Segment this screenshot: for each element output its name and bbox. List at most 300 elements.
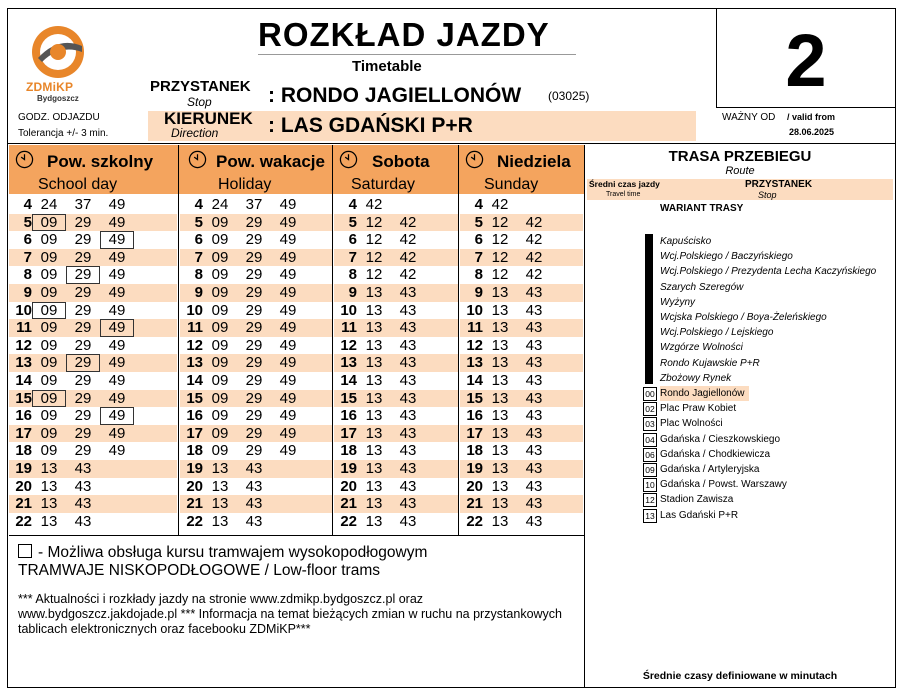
hour-cell: 21 [340,495,357,513]
route-next-stop: Las Gdański P+R [660,509,739,521]
minute-cell: 43 [525,319,543,337]
hour-cell: 18 [466,442,483,460]
timetable-row [334,302,458,320]
hour-cell: 22 [466,512,483,530]
hour-cell: 17 [186,424,203,442]
minute-cell: 42 [365,196,383,213]
timetable-row [9,249,177,267]
column-subheader-holiday: Holiday [218,176,272,193]
column-header-school-day: Pow. szkolny [47,152,154,171]
clock-icon [465,150,484,169]
hour-cell: 14 [186,372,203,389]
brand-name: ZDMiKP [26,80,74,94]
avg-time-label-en: Travel time [606,191,641,198]
timetable-row [460,495,583,513]
timetable-row [334,372,458,390]
column-divider [458,145,459,535]
minute-cell: 13 [491,372,509,389]
timetable-row [180,478,332,496]
minute-cell: 13 [365,301,383,319]
minute-cell: 29 [74,389,92,407]
hour-cell: 18 [15,442,32,460]
minute-cell: 49 [108,336,126,354]
minute-cell: 09 [211,284,229,301]
minute-cell: 13 [365,389,383,407]
minute-cell: 42 [525,213,543,231]
page-title: ROZKŁAD JAZDY [258,16,550,53]
timetable-row [9,284,177,302]
timetable-row [460,302,583,320]
minute-cell: 09 [32,390,66,408]
minute-cell: 49 [108,372,126,389]
timetable-row [460,407,583,425]
minute-cell: 43 [399,512,417,530]
minute-cell: 09 [211,319,229,337]
minute-cell: 49 [108,284,126,301]
route-travel-time: 06 [643,448,657,462]
direction-label: KIERUNEK [164,109,253,128]
route-stop-label-en: Stop [758,190,777,200]
hour-cell: 22 [340,512,357,530]
minute-cell: 37 [245,196,263,213]
minute-cell: 13 [40,495,58,513]
hour-cell: 22 [15,512,32,530]
minute-cell: 13 [491,336,509,354]
minute-cell: 42 [525,248,543,266]
minute-cell: 49 [108,354,126,372]
hour-cell: 15 [186,389,203,407]
minute-cell: 49 [108,424,126,442]
timetable-row [460,284,583,302]
route-next-stop: Stadion Zawisza [660,494,734,506]
timetable-row [460,249,583,267]
hour-cell: 6 [23,231,32,249]
hour-cell: 15 [340,389,357,407]
minute-cell: 09 [40,248,58,266]
hour-cell: 4 [23,196,32,213]
minute-cell: 29 [245,442,263,460]
timetable-row [180,319,332,337]
direction-label-en: Direction [171,126,219,140]
clock-icon [339,150,358,169]
hour-cell: 16 [186,407,203,425]
minute-cell: 13 [365,442,383,460]
route-previous-stop: Wcj.Polskiego / Prezydenta Lecha Kaczyńskiego [660,266,877,278]
minute-cell: 24 [211,196,229,213]
minute-cell: 42 [525,266,543,284]
legend [18,544,427,580]
minute-cell: 13 [365,424,383,442]
minute-cell: 13 [365,354,383,372]
timetable-row [460,196,583,214]
hour-cell: 6 [474,231,483,249]
page-subtitle: Timetable [352,58,422,75]
minute-cell: 49 [108,248,126,266]
route-previous-stop: Wcjska Polskiego / Boya-Żeleńskiego [660,312,827,323]
minute-cell: 42 [399,248,417,266]
minute-cell: 09 [32,214,66,232]
timetable-row [180,249,332,267]
hour-cell: 4 [474,196,483,213]
minute-cell: 29 [74,284,92,301]
hour-cell: 7 [474,248,483,266]
minute-cell: 13 [365,495,383,513]
hour-cell: 5 [348,213,357,231]
column-divider [178,145,179,535]
timetable-row [9,354,177,372]
hour-cell: 10 [15,301,32,319]
hour-cell: 19 [340,460,357,477]
timetable-row [9,390,177,408]
hour-cell: 15 [466,389,483,407]
minute-cell: 43 [245,512,263,530]
minute-cell: 29 [66,354,100,372]
minute-cell: 42 [525,231,543,249]
hour-cell: 9 [23,284,32,301]
hour-cell: 16 [340,407,357,425]
minute-cell: 29 [245,266,263,284]
grid-bottom-divider [9,535,584,536]
route-travel-time: 10 [643,478,657,492]
hour-cell: 20 [15,477,32,495]
minute-cell: 13 [491,407,509,425]
hour-cell: 13 [340,354,357,372]
minute-cell: 43 [245,477,263,495]
route-previous-stop: Rondo Kujawskie P+R [660,357,760,369]
minute-cell: 49 [279,284,297,301]
hour-cell: 18 [340,442,357,460]
column-header-saturday: Sobota [372,152,430,171]
timetable-row [334,196,458,214]
minute-cell: 43 [525,354,543,372]
minute-cell: 43 [525,460,543,477]
hour-cell: 4 [194,196,203,213]
hour-cell: 6 [194,231,203,249]
timetable-row [9,513,177,531]
minute-cell: 12 [365,231,383,249]
minute-cell: 29 [245,424,263,442]
hour-cell: 21 [15,495,32,513]
minute-cell: 09 [211,266,229,284]
valid-from-label-en: / valid from [787,112,836,122]
minute-cell: 24 [40,196,58,213]
timetable-row [180,196,332,214]
line-number: 2 [785,19,827,102]
zdmikp-logo-icon [30,24,86,80]
minute-cell: 09 [211,407,229,425]
route-travel-time: 09 [643,463,657,477]
minute-cell: 09 [40,407,58,425]
route-footer: Średnie czasy definiowane w minutach [642,670,838,682]
minute-cell: 37 [74,196,92,213]
minute-cell: 09 [40,231,58,249]
valid-from-label: WAŻNY OD [722,112,776,123]
minute-cell: 29 [74,319,92,337]
timetable-row [9,214,177,232]
minute-cell: 49 [279,319,297,337]
minute-cell: 13 [40,477,58,495]
route-current-stop: Rondo Jagiellonów [660,386,749,401]
timetable-row [180,231,332,249]
minute-cell: 12 [365,248,383,266]
route-next-stop: Plac Wolności [660,418,723,430]
minute-cell: 43 [399,319,417,337]
timetable-row [180,284,332,302]
route-previous-stop: Szarych Szeregów [660,281,744,293]
header-divider [7,143,896,144]
minute-cell: 13 [365,512,383,530]
previous-stops-bar [645,234,653,384]
timetable-row [334,266,458,284]
timetable-row [9,337,177,355]
route-panel-divider [584,145,585,688]
minute-cell: 13 [365,407,383,425]
hour-cell: 10 [340,301,357,319]
minute-cell: 29 [245,354,263,372]
column-subheader-sunday: Sunday [484,176,539,193]
route-previous-stop: Wcj.Polskiego / Lejskiego [660,327,774,339]
route-next-stop: Gdańska / Cieszkowskiego [660,433,781,445]
timetable-row [9,372,177,390]
minute-cell: 29 [66,266,100,284]
column-header-holiday: Pow. wakacje [216,152,325,171]
minute-cell: 43 [399,336,417,354]
minute-cell: 29 [245,372,263,389]
hour-cell: 11 [467,319,483,337]
minute-cell: 43 [525,336,543,354]
hour-cell: 12 [340,336,357,354]
hour-cell: 21 [466,495,483,513]
minute-cell: 42 [399,266,417,284]
hour-cell: 4 [348,196,357,213]
timetable-row [460,390,583,408]
timetable-row [460,337,583,355]
route-travel-time: 12 [643,493,657,507]
minute-cell: 09 [211,336,229,354]
minute-cell: 09 [211,248,229,266]
minute-cell: 12 [365,266,383,284]
hour-cell: 14 [340,372,357,389]
timetable-row [460,460,583,478]
timetable-row [334,513,458,531]
timetable-row [180,442,332,460]
hour-cell: 19 [15,460,32,477]
minute-cell: 49 [100,231,134,249]
minute-cell: 09 [211,231,229,249]
timetable-row [180,407,332,425]
hour-cell: 20 [466,477,483,495]
hour-cell: 8 [194,266,203,284]
timetable-row [334,284,458,302]
timetable-row [460,425,583,443]
minute-cell: 43 [525,495,543,513]
minute-cell: 49 [279,407,297,425]
minute-cell: 13 [491,354,509,372]
route-travel-time: 04 [643,433,657,447]
route-travel-time: 13 [643,509,657,523]
minute-cell: 13 [365,477,383,495]
hour-cell: 17 [466,424,483,442]
minute-cell: 43 [525,407,543,425]
hour-cell: 12 [15,336,32,354]
hour-cell: 19 [466,460,483,477]
timetable-row [180,495,332,513]
hour-cell: 17 [340,424,357,442]
minute-cell: 13 [491,477,509,495]
hour-cell: 20 [340,477,357,495]
minute-cell: 13 [491,512,509,530]
hour-cell: 9 [474,284,483,301]
minute-cell: 13 [491,442,509,460]
minute-cell: 49 [279,442,297,460]
minute-cell: 13 [491,284,509,301]
timetable-row [460,319,583,337]
timetable-row [9,302,177,320]
minute-cell: 13 [365,336,383,354]
timetable-grid [9,194,584,534]
timetable-row [460,478,583,496]
minute-cell: 43 [525,284,543,301]
hour-cell: 10 [186,301,203,319]
route-previous-stop: Kapuścisko [660,236,712,247]
timetable-row [9,425,177,443]
hour-cell: 21 [186,495,203,513]
timetable-row [180,390,332,408]
stop-name: : RONDO JAGIELLONÓW [268,84,522,107]
minute-cell: 13 [211,477,229,495]
timetable-row [9,407,177,425]
minute-cell: 13 [365,460,383,477]
hour-cell: 12 [466,336,483,354]
route-variant-label: WARIANT TRASY [660,203,744,214]
timetable-row [9,442,177,460]
minute-cell: 43 [245,460,263,477]
minute-cell: 43 [525,477,543,495]
minute-cell: 49 [108,442,126,460]
minute-cell: 29 [74,336,92,354]
minute-cell: 43 [399,477,417,495]
minute-cell: 43 [245,495,263,513]
timetable-row [334,495,458,513]
minute-cell: 43 [525,389,543,407]
timetable-row [180,372,332,390]
minute-cell: 49 [108,213,126,231]
minute-cell: 29 [245,336,263,354]
minute-cell: 42 [399,213,417,231]
minute-cell: 49 [100,407,134,425]
minute-cell: 49 [279,424,297,442]
legend-line-1: - Możliwa obsługa kursu tramwajem wysokopodłogowym [38,544,428,561]
minute-cell: 43 [399,301,417,319]
hour-cell: 16 [466,407,483,425]
minute-cell: 09 [211,301,229,319]
route-travel-time: 00 [643,387,657,401]
hour-cell: 19 [186,460,203,477]
minute-cell: 42 [399,231,417,249]
minute-cell: 29 [74,424,92,442]
timetable-row [334,460,458,478]
minute-cell: 49 [108,266,126,284]
timetable-row [9,231,177,249]
minute-cell: 09 [211,424,229,442]
title-divider [258,54,576,55]
minute-cell: 43 [399,354,417,372]
minute-cell: 09 [40,266,58,284]
hour-cell: 13 [466,354,483,372]
minute-cell: 43 [399,284,417,301]
timetable-row [460,354,583,372]
minute-cell: 49 [279,196,297,213]
minute-cell: 09 [40,442,58,460]
timetable-row [334,390,458,408]
route-next-stop: Gdańska / Powst. Warszawy [660,479,787,491]
legend-line-2: TRAMWAJE NISKOPODŁOGOWE / Low-floor trams [18,562,381,579]
minute-cell: 13 [491,319,509,337]
minute-cell: 49 [108,389,126,407]
minute-cell: 29 [245,248,263,266]
hour-cell: 7 [23,248,32,266]
hour-cell: 14 [466,372,483,389]
minute-cell: 43 [399,495,417,513]
hour-cell: 17 [15,424,32,442]
timetable-row [9,196,177,214]
hour-cell: 20 [186,477,203,495]
clock-icon [15,150,34,169]
info-note: *** Aktualności i rozkłady jazdy na stronie www.zdmikp.bydgoszcz.pl oraz www.bydgoszcz.jakdojade.pl *** Informacja na temat bieżących zmian w ruchu na przystankowych tablicach elektronicznych oraz facebooku ZDMiKP*** [18,592,563,636]
minute-cell: 09 [40,284,58,301]
minute-cell: 49 [279,372,297,389]
minute-cell: 13 [40,512,58,530]
minute-cell: 09 [211,354,229,372]
minute-cell: 13 [365,372,383,389]
minute-cell: 43 [399,442,417,460]
minute-cell: 13 [365,284,383,301]
hour-cell: 8 [474,266,483,284]
valid-from-date: 28.06.2025 [789,127,835,137]
stop-code: (03025) [548,89,590,103]
column-subheader-school-day: School day [38,176,118,193]
route-next-stop: Gdańska / Artyleryjska [660,464,760,475]
minute-cell: 43 [399,372,417,389]
hour-cell: 12 [186,336,203,354]
minute-cell: 09 [40,319,58,337]
minute-cell: 12 [365,213,383,231]
timetable-row [180,425,332,443]
minute-cell: 13 [491,424,509,442]
timetable-row [460,214,583,232]
hour-cell: 5 [194,213,203,231]
minute-cell: 12 [491,266,509,284]
minute-cell: 29 [74,407,92,425]
route-next-stop: Plac Praw Kobiet [660,403,737,415]
minute-cell: 13 [491,460,509,477]
minute-cell: 49 [279,354,297,372]
minute-cell: 29 [74,231,92,249]
route-title-en: Route [725,165,755,177]
minute-cell: 49 [279,389,297,407]
timetable-row [334,442,458,460]
timetable-row [334,354,458,372]
minute-cell: 43 [74,512,92,530]
minute-cell: 09 [32,302,66,320]
minute-cell: 13 [491,301,509,319]
minute-cell: 13 [491,389,509,407]
minute-cell: 09 [40,372,58,389]
minute-cell: 43 [525,301,543,319]
stop-label: PRZYSTANEK [150,78,251,95]
hour-cell: 11 [187,319,203,337]
minute-cell: 29 [245,389,263,407]
